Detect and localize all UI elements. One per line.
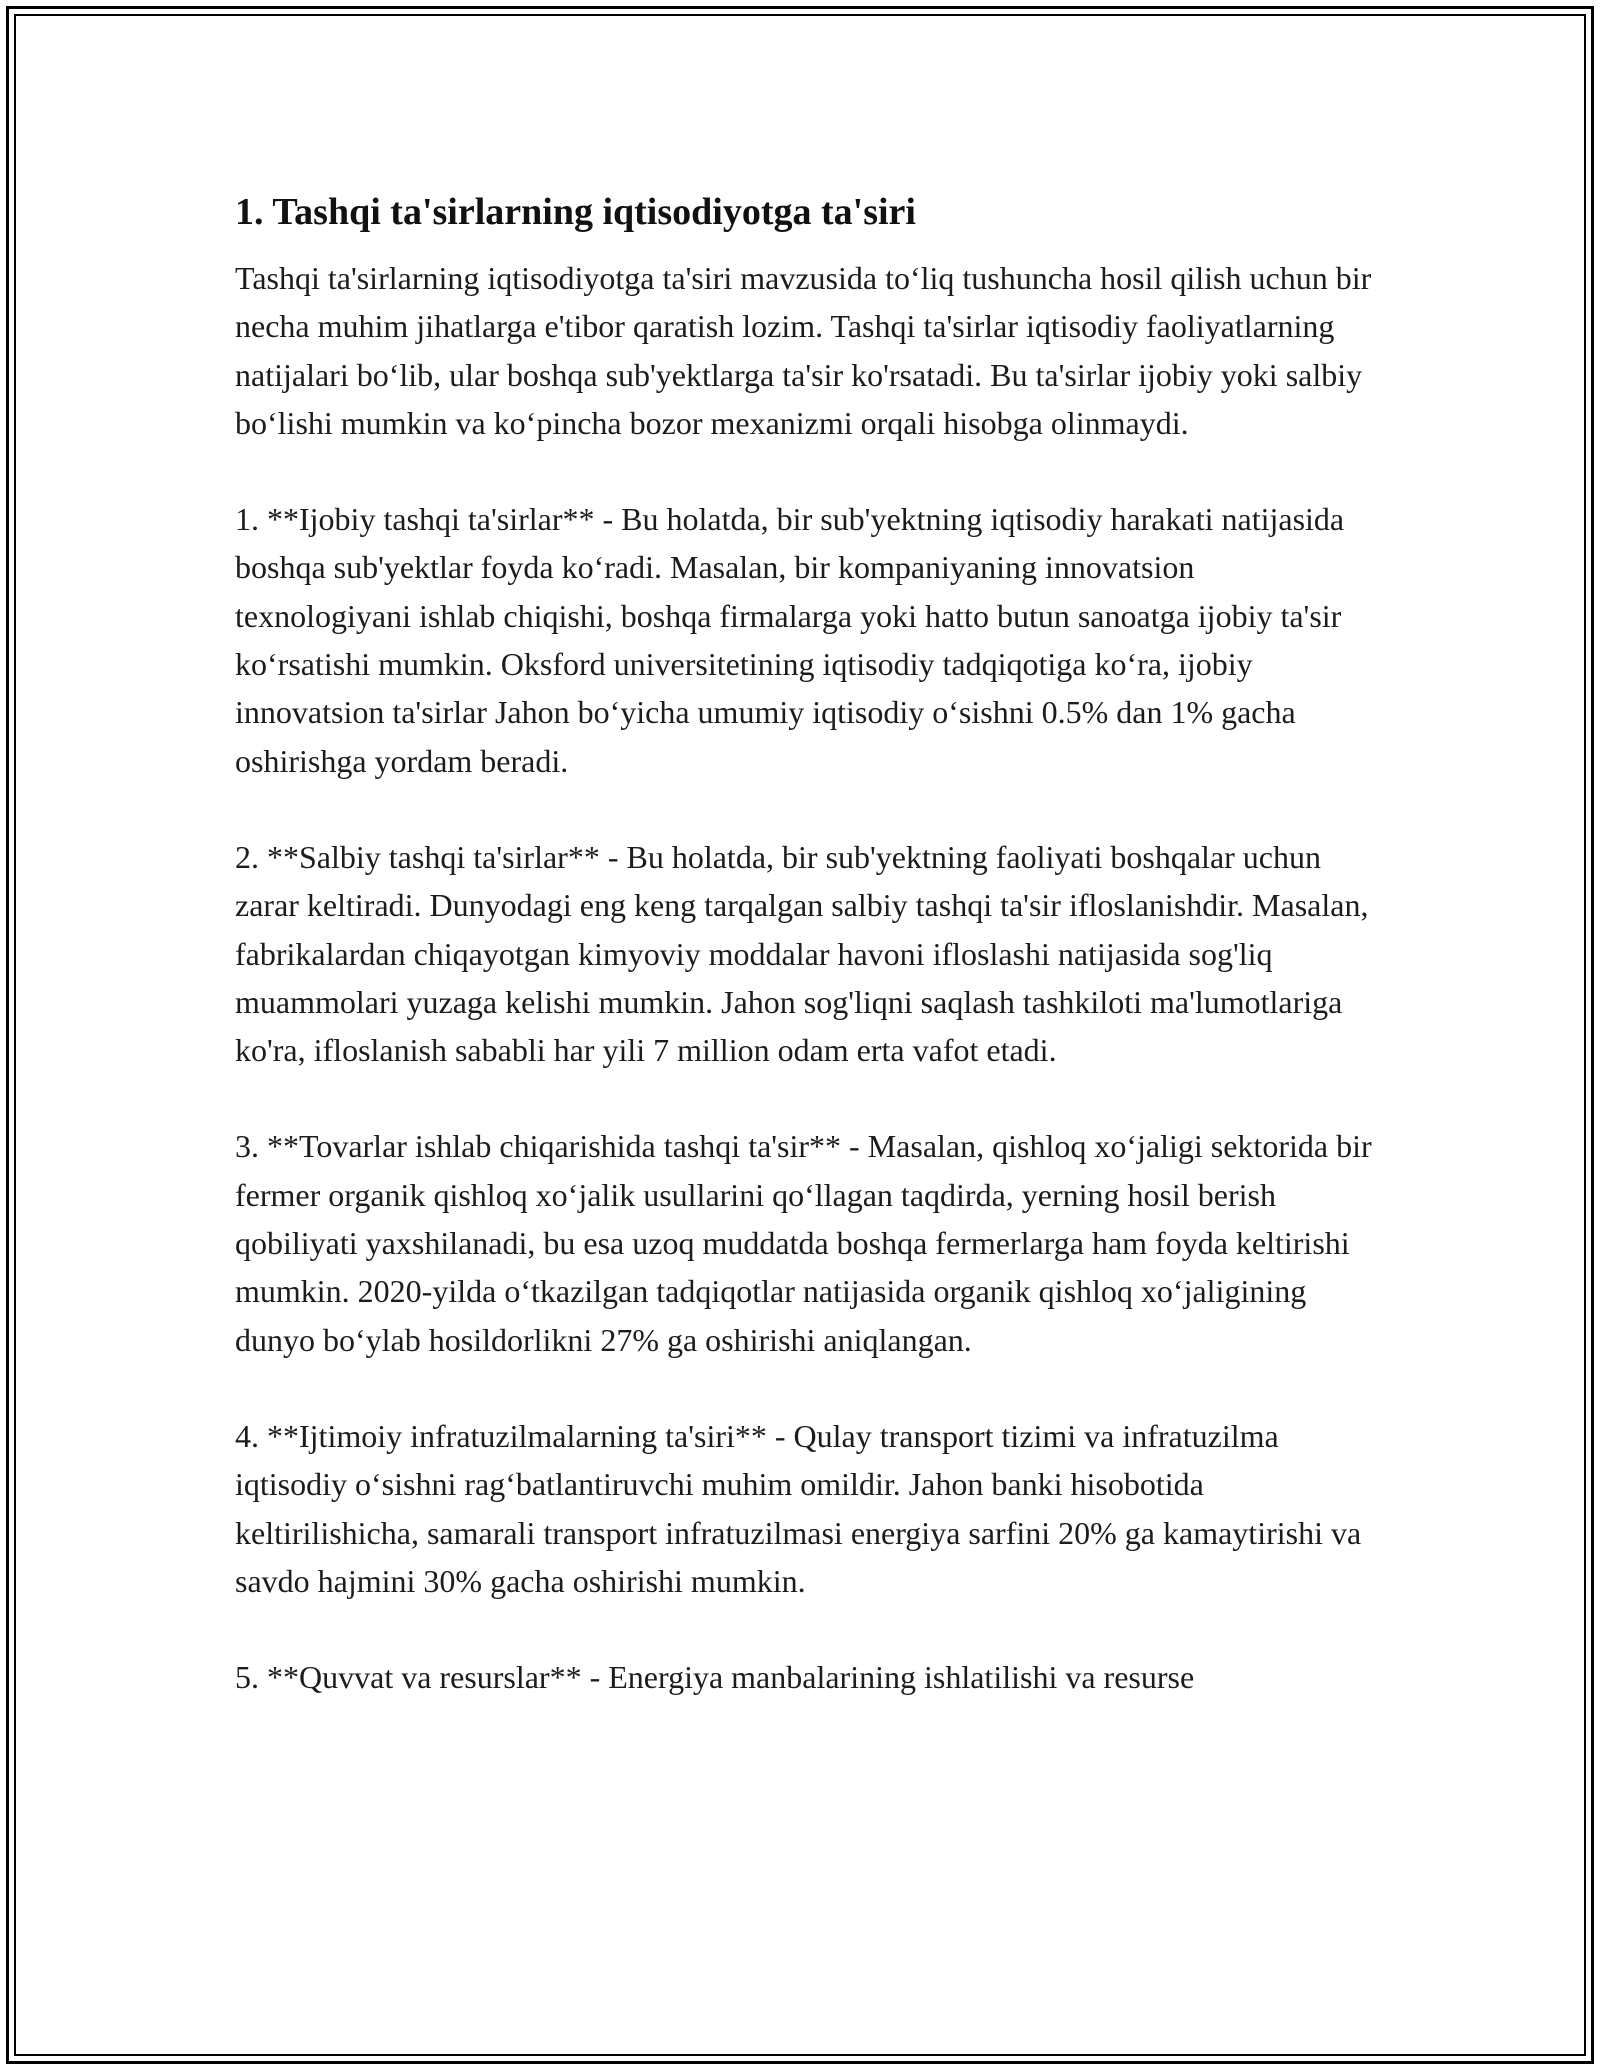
paragraph-negative-externalities: 2. **Salbiy tashqi ta'sirlar** - Bu holatda, bir sub'yektning faoliyati boshqalar uchun zarar keltiradi. Dunyodagi eng keng tarqalgan salbiy tashqi ta'sir ifloslanishdir. Masalan, fabrikalardan chiqayotgan kimyoviy moddalar havoni ifloslashi natijasida sog'liq muammolari yuzaga kelishi mumkin. Jahon sog'liqni saqlash tashkiloti ma'lumotlariga ko'ra, ifloslanish sababli har yili 7 million odam erta vafot etadi. (235, 838, 1369, 1069)
paragraph-positive-externalities: 1. **Ijobiy tashqi ta'sirlar** - Bu holatda, bir sub'yektning iqtisodiy harakati natijasida boshqa sub'yektlar foyda ko‘radi. Masalan, bir kompaniyaning innovatsion texnologiyani ishlab chiqishi, boshqa firmalarga yoki hatto butun sanoatga ijobiy ta'sir ko‘rsatishi mumkin. Oksford universitetining iqtisodiy tadqiqotiga ko‘ra, ijobiy innovatsion ta'sirlar Jahon bo‘yicha umumiy iqtisodiy o‘sishni 0.5% dan 1% gacha oshirishga yordam beradi. (235, 501, 1345, 779)
document-body (235, 188, 1375, 1701)
paragraph-intro: Tashqi ta'sirlarning iqtisodiyotga ta'siri mavzusida to‘liq tushuncha hosil qilish uchun bir necha muhim jihatlarga e'tibor qaratish lozim. Tashqi ta'sirlar iqtisodiy faoliyatlarning natijalari bo‘lib, ular boshqa sub'yektlarga ta'sir ko'rsatadi. Bu ta'sirlar ijobiy yoki salbiy bo‘lishi mumkin va ko‘pincha bozor mexanizmi orqali hisobga olinmaydi. (235, 260, 1372, 441)
paragraph-production-externalities: 3. **Tovarlar ishlab chiqarishida tashqi ta'sir** - Masalan, qishloq xo‘jaligi sektorida bir fermer organik qishloq xo‘jalik usullarini qo‘llagan taqdirda, yerning hosil berish qobiliyati yaxshilanadi, bu esa uzoq muddatda boshqa fermerlarga ham foyda keltirishi mumkin. 2020-yilda o‘tkazilgan tadqiqotlar natijasida organik qishloq xo‘jaligining dunyo bo‘ylab hosildorlikni 27% ga oshirishi aniqlangan. (235, 1128, 1372, 1358)
paragraph-social-infrastructure: 4. **Ijtimoiy infratuzilmalarning ta'siri** - Qulay transport tizimi va infratuzilma iqtisodiy o‘sishni rag‘batlantiruvchi muhim omildir. Jahon banki hisobotida keltirilishicha, samarali transport infratuzilmasi energiya sarfini 20% ga kamaytirishi va savdo hajmini 30% gacha oshirishi mumkin. (235, 1417, 1362, 1599)
document-title: 1. Tashqi ta's​irlarning iqtisodiyotga ta's​iri (235, 191, 916, 233)
paragraph-energy-resources: 5. **Quvvat va resurslar** - Energiya manbalarining ishlatilishi va resurse (235, 1659, 1195, 1696)
